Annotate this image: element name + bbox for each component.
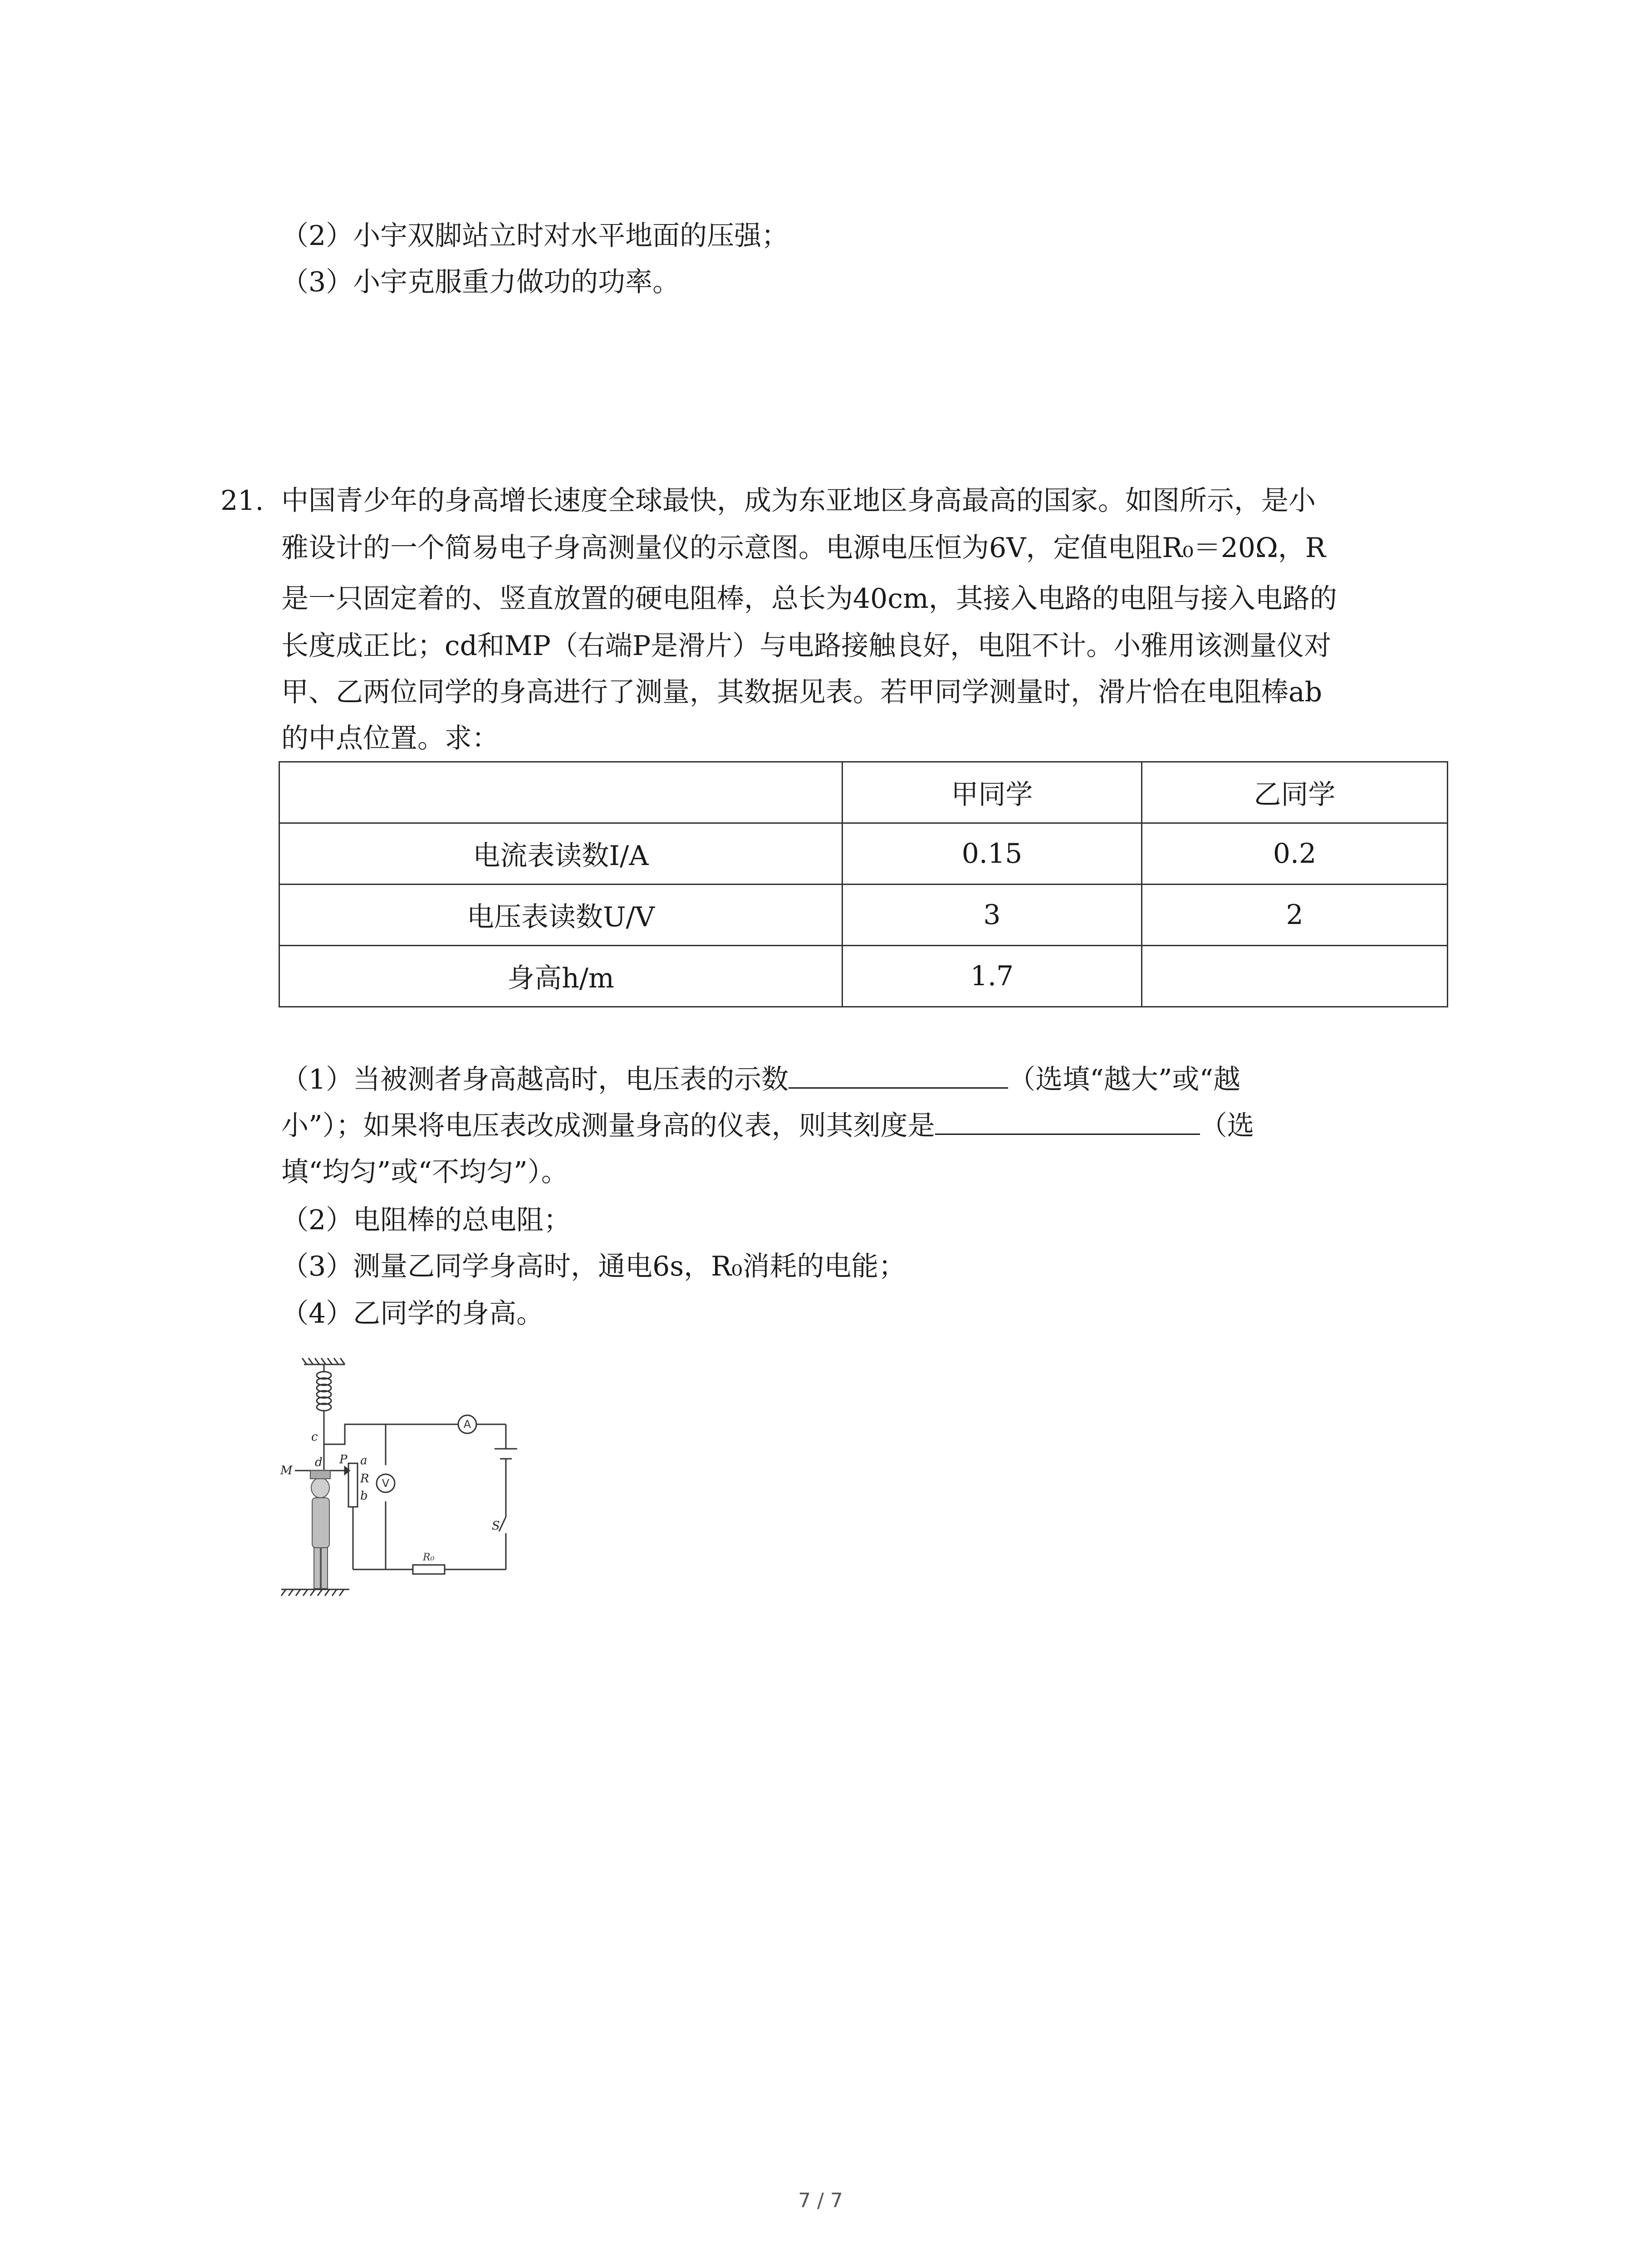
table-header-cell [279,762,843,823]
prev-question-part-3: （3）小宇克服重力做功的功率。 [281,266,680,298]
table-row [279,946,1448,1007]
table-cell: 0.2 [1142,823,1448,885]
table-cell: 身高h/m [279,946,843,1007]
prev-question-part-2: （2）小宇双脚站立时对水平地面的压强； [281,220,789,252]
table-cell: 2 [1142,885,1448,946]
table-row [279,823,1448,885]
table-cell: 电压表读数U/V [279,885,843,946]
table-header-row [279,762,1448,823]
sub-question-4: （4）乙同学的身高。 [281,1298,544,1330]
resistor-r0 [413,1565,445,1574]
table-header-cell: 乙同学 [1142,762,1448,823]
sub-question-1-text-b: （选填“越大”或“越 [1008,1064,1241,1095]
page-number: 7 / 7 [798,2189,843,2212]
voltmeter-label: V [382,1477,390,1490]
r0-label: R₀ [423,1552,435,1563]
sub-question-1-line-3: 填“均匀”或“不均匀”）。 [281,1156,568,1188]
sub-question-1-text-a: （1）当被测者身高越高时，电压表的示数 [281,1064,789,1095]
question-intro-line: 长度成正比；cd和MP（右端P是滑片）与电路接触良好，电阻不计。小雅用该测量仪对 [281,630,1332,662]
answer-blank-2[interactable] [935,1108,1200,1135]
measurement-table [279,761,1448,1007]
question-intro-line: 甲、乙两位同学的身高进行了测量，其数据见表。若甲同学测量时，滑片恰在电阻棒ab [281,676,1323,708]
sub-question-1-text-c: 小”）；如果将电压表改成测量身高的仪表，则其刻度是 [281,1110,935,1142]
person-figure [310,1471,330,1589]
question-intro-line: 雅设计的一个简易电子身高测量仪的示意图。电源电压恒为6V，定值电阻R₀＝20Ω，R [281,532,1326,564]
resistor-rod [348,1463,358,1507]
answer-blank-1[interactable] [789,1062,1008,1089]
ammeter-label: A [463,1418,471,1431]
label-s: S [492,1519,500,1533]
spring [317,1364,331,1470]
sub-question-1-line-1 [281,1061,1240,1098]
ceiling-hatch [302,1358,345,1364]
table-cell: 0.15 [842,823,1141,885]
question-intro-line: 中国青少年的身高增长速度全球最快，成为东亚地区身高最高的国家。如图所示，是小 [281,485,1316,517]
table-cell: 1.7 [842,946,1141,1007]
question-intro-line: 的中点位置。求： [281,723,499,754]
label-b: b [360,1489,368,1503]
table-cell: 3 [842,885,1141,946]
question-intro-line: 是一只固定着的、竖直放置的硬电阻棒，总长为40cm，其接入电路的电阻与接入电路的 [281,583,1337,615]
sub-question-2: （2）电阻棒的总电阻； [281,1204,571,1236]
label-p: P [339,1453,348,1466]
label-c: c [311,1430,318,1444]
circuit-diagram [277,1352,531,1610]
table-cell: 电流表读数I/A [279,823,843,885]
question-number: 21. [220,485,264,517]
label-d: d [315,1456,323,1469]
table-row [279,885,1448,946]
label-m: M [280,1464,293,1477]
sub-question-1-text-d: （选 [1200,1110,1254,1142]
label-a: a [360,1454,367,1467]
label-r: R [360,1472,369,1486]
floor-hatch [281,1589,349,1596]
sub-question-1-line-2 [281,1108,1254,1144]
table-header-cell: 甲同学 [842,762,1141,823]
battery-icon [495,1449,517,1459]
table-cell [1142,946,1448,1007]
sub-question-3: （3）测量乙同学身高时，通电6s，R₀消耗的电能； [281,1251,906,1282]
